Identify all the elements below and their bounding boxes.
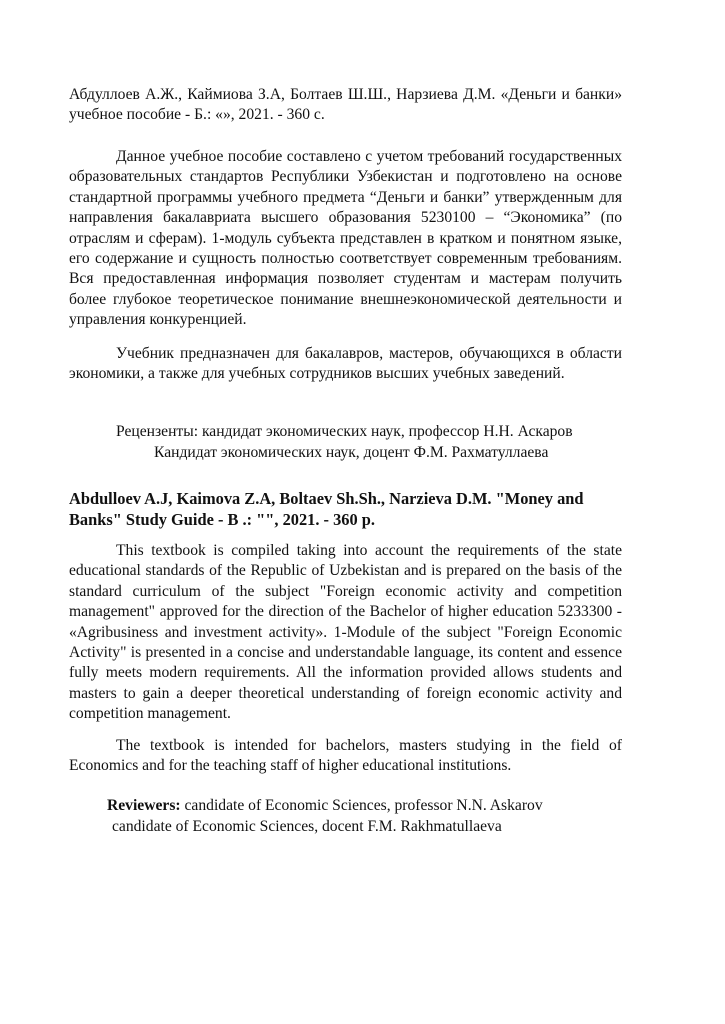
- ru-abstract-paragraph-1: Данное учебное пособие составлено с учетом требований государственных образовательных стандартов Республики Узбекистан и подготовлено на основе стандартной программы учебного предмета “Деньги и банки” утвержденным для направления бакалавриата высшего образования 5230100 – “Экономика” (по отраслям и сферам). 1-модуль субъекта представлен в кратком и понятном языке, его содержание и сущность полностью соответствует современным требованиям. Вся предоставленная информация позволяет студентам и мастерам получить более глубокое теоретическое понимание внешнеэкономической деятельности и управления конкуренцией.: [69, 148, 622, 329]
- en-reviewers-line-1-text: candidate of Economic Sciences, professor N.N. Askarov: [180, 797, 543, 814]
- ru-reviewers-line-2: Кандидат экономических наук, доцент Ф.М. Рахматуллаева: [154, 444, 549, 461]
- ru-reviewers-line-1: Рецензенты: кандидат экономических наук, профессор Н.Н. Аскаров: [116, 423, 573, 440]
- en-abstract-paragraph-2: The textbook is intended for bachelors, masters studying in the field of Economics and for the teaching staff of higher educational institutions.: [69, 737, 622, 775]
- ru-citation: Абдуллоев А.Ж., Каймиова З.А, Болтаев Ш.Ш., Нарзиева Д.М. «Деньги и банки» учебное пособие - Б.: «», 2021. - 360 с.: [69, 86, 622, 124]
- en-abstract-paragraph-1: This textbook is compiled taking into account the requirements of the state educational standards of the Republic of Uzbekistan and is prepared on the basis of the standard curriculum of the subject "Foreign economic activity and competition management" approved for the direction of the Bachelor of higher education 5233300 - «Agribusiness and investment activity». 1-Module of the subject "Foreign Economic Activity" is presented in a concise and understandable language, its content and essence fully meets modern requirements. All the information provided allows students and masters to gain a deeper theoretical understanding of foreign economic activity and competition management.: [69, 542, 622, 723]
- en-reviewers-line-1: [107, 796, 543, 816]
- en-reviewers-label: Reviewers:: [107, 797, 181, 814]
- en-reviewers-line-2: candidate of Economic Sciences, docent F.M. Rakhmatullaeva: [112, 818, 502, 835]
- en-citation-title: Abdulloev A.J, Kaimova Z.A, Boltaev Sh.Sh., Narzieva D.M. "Money and Banks" Study Guide - B .: "", 2021. - 360 p.: [69, 489, 584, 530]
- ru-abstract-paragraph-2: Учебник предназначен для бакалавров, мастеров, обучающихся в области экономики, а также для учебных сотрудников высших учебных заведений.: [69, 345, 622, 383]
